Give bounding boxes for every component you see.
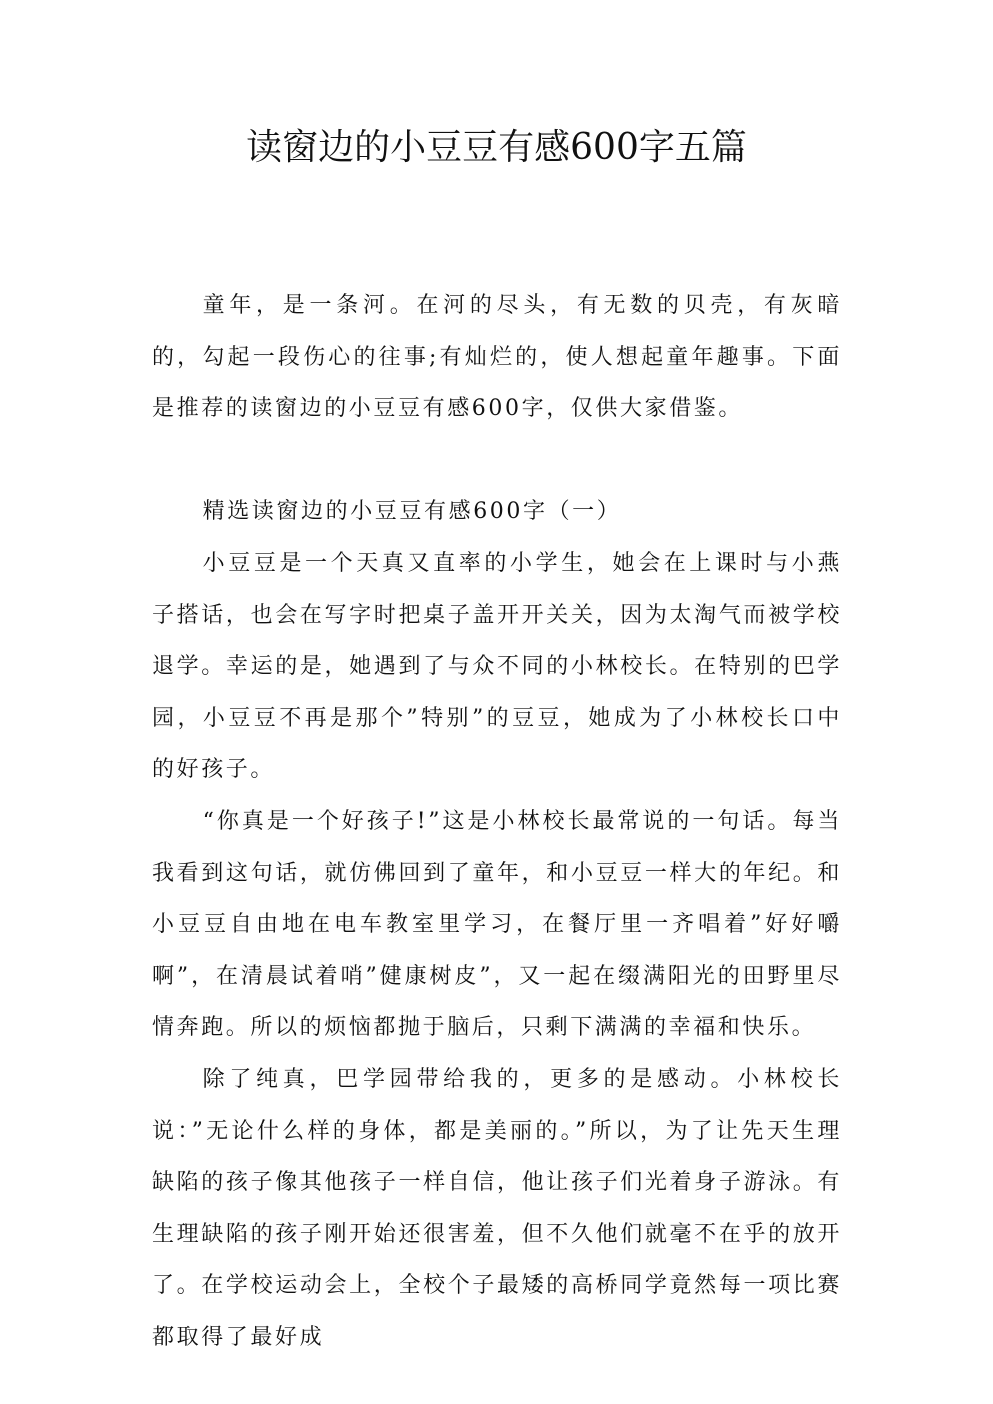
body-paragraph: 小豆豆是一个天真又直率的小学生，她会在上课时与小燕子搭话，也会在写字时把桌子盖开开关关，因为太淘气而被学校退学。幸运的是，她遇到了与众不同的小林校长。在特别的巴学园，小豆豆不再是那个”特别”的豆豆，她成为了小林校长口中的好孩子。 <box>152 550 842 783</box>
body-paragraph: 除了纯真，巴学园带给我的，更多的是感动。小林校长说：”无论什么样的身体，都是美丽的。”所以，为了让先天生理缺陷的孩子像其他孩子一样自信，他让孩子们光着身子游泳。有生理缺陷的孩子刚开始还很害羞，但不久他们就毫不在乎的放开了。在学校运动会上，全校个子最矮的高桥同学竟然每一项比赛都取得了最好成 <box>152 1066 842 1350</box>
body-paragraph: “你真是一个好孩子!”这是小林校长最常说的一句话。每当我看到这句话，就仿佛回到了童年，和小豆豆一样大的年纪。和小豆豆自由地在电车教室里学习，在餐厅里一齐唱着”好好嚼啊”，在清晨试着哨”健康树皮”，又一起在缀满阳光的田野里尽情奔跑。所以的烦恼都抛于脑后，只剩下满满的幸福和快乐。 <box>152 808 842 1041</box>
section-heading: 精选读窗边的小豆豆有感600字（一） <box>202 499 622 525</box>
intro-paragraph: 童年，是一条河。在河的尽头，有无数的贝壳，有灰暗的，勾起一段伤心的往事;有灿烂的，使人想起童年趣事。下面是推荐的读窗边的小豆豆有感600字，仅供大家借鉴。 <box>152 293 842 422</box>
page-title: 读窗边的小豆豆有感600字五篇 <box>246 127 747 168</box>
article-body <box>152 280 842 1363</box>
